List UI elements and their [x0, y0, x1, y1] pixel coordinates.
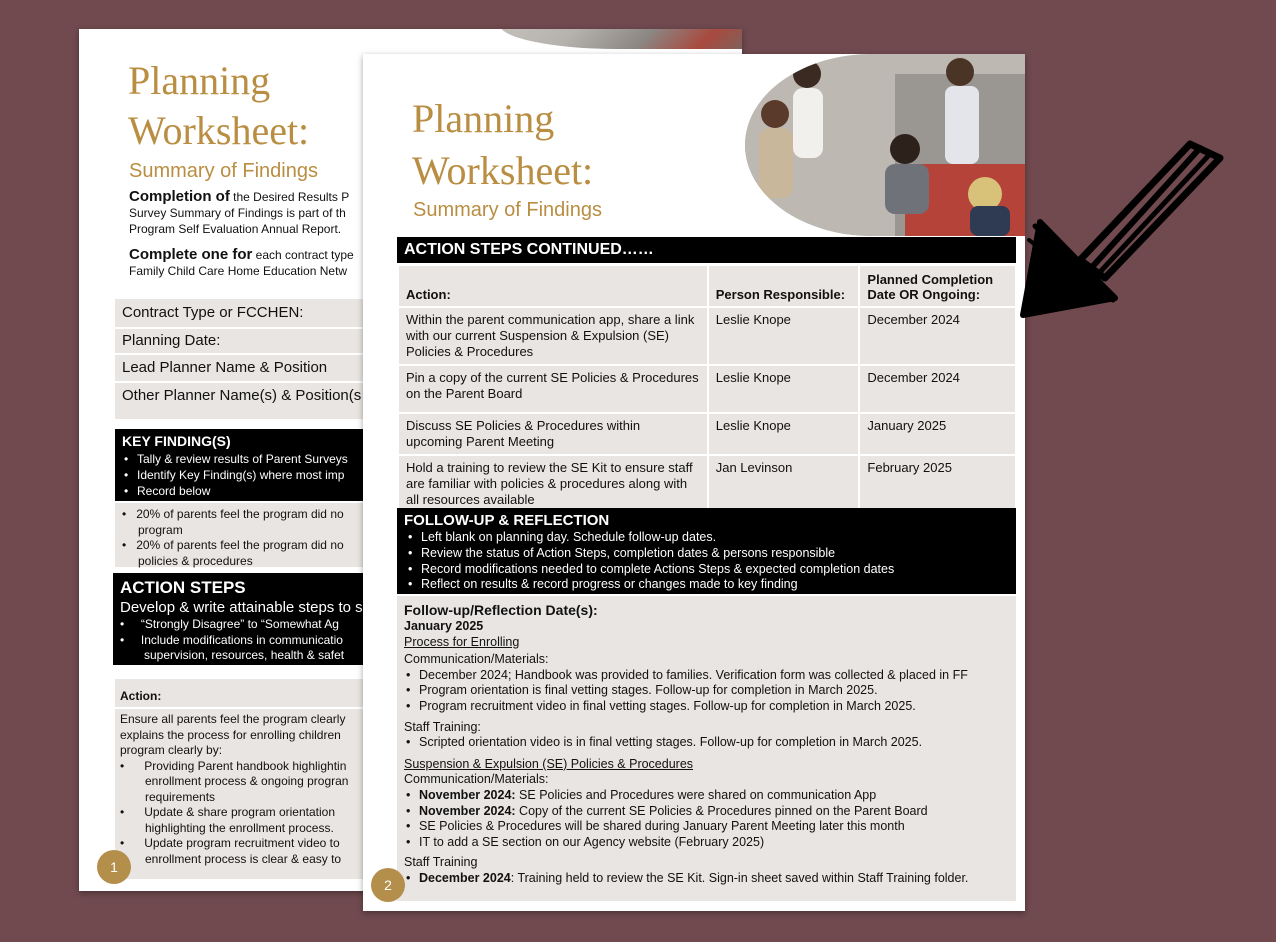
page-title-line1: Planning — [412, 96, 555, 141]
comm-label: Communication/Materials: — [404, 772, 549, 787]
action-item-cont: highlighting the enrollment process. — [145, 820, 334, 835]
staff-label: Staff Training: — [404, 719, 481, 734]
pointer-arrow-icon — [985, 130, 1235, 340]
enroll-item: • Program orientation is final vetting stages. Follow-up for completion in March 2025. — [419, 683, 1011, 699]
col-header-action: Action: — [398, 265, 708, 307]
action-cell[interactable]: Discuss SE Policies & Procedures within upcoming Parent Meeting — [398, 413, 708, 455]
action-label-cell — [115, 679, 375, 707]
worksheet-page-2 — [363, 54, 1025, 911]
date-cell[interactable]: December 2024 — [859, 365, 1016, 413]
reflection-date: January 2025 — [404, 619, 484, 633]
enroll-item: • Program recruitment video in final vetting stages. Follow-up for completion in March 2025. — [419, 699, 1011, 715]
table-row — [398, 455, 1016, 515]
date-cell[interactable]: January 2025 — [859, 413, 1016, 455]
date-cell[interactable]: December 2024 — [859, 307, 1016, 365]
complete-note: Complete one for each contract type Family Child Care Home Education Netw — [129, 246, 354, 278]
action-bullet-cont: supervision, resources, health & safet — [144, 648, 345, 662]
staff-label: Staff Training — [404, 855, 478, 870]
reflection-section — [397, 596, 1016, 901]
contract-type-field[interactable]: Contract Type or FCCHEN: — [115, 301, 375, 325]
page-subtitle: Summary of Findings — [413, 199, 602, 221]
other-planner-field[interactable]: Other Planner Name(s) & Position(s — [115, 381, 375, 407]
page-title-line1: Planning — [128, 58, 271, 103]
findings-list: • 20% of parents feel the program did no program • 20% of parents feel the program did no policies & procedures — [115, 503, 375, 567]
page-title-line2: Worksheet: — [412, 148, 594, 193]
page-number-badge: 1 — [97, 850, 131, 884]
staff-item: • Scripted orientation video is in final vetting stages. Follow-up for completion in March 2025. — [419, 735, 1011, 751]
se-item — [419, 788, 1011, 804]
staff-training-text: : Training held to review the SE Kit. Sign-in sheet saved within Staff Training folder. — [510, 870, 969, 885]
action-item-cont: requirements — [145, 789, 216, 804]
page-number-badge: 2 — [371, 868, 405, 902]
action-steps-heading: ACTION STEPS — [120, 578, 246, 597]
action-item: Update program recruitment video to — [144, 836, 340, 850]
finding-item-cont: program — [138, 522, 183, 537]
action-text: program clearly by: — [120, 743, 223, 757]
se-item-date: November 2024: — [419, 787, 516, 802]
follow-up-bullet: • Reflect on results & record progress or changes made to key finding — [421, 577, 894, 593]
se-item-date: November 2024: — [419, 803, 516, 818]
action-cell[interactable]: Within the parent communication app, share a link with our current Suspension & Expulsion (SE) Policies & Procedures — [398, 307, 708, 365]
action-text: explains the process for enrolling children — [120, 727, 341, 742]
key-bullet: • Identify Key Finding(s) where most imp — [137, 467, 348, 483]
col-header-person: Person Responsible: — [708, 265, 860, 307]
action-bullet: “Strongly Disagree” to “Somewhat Ag — [140, 617, 339, 631]
person-cell[interactable]: Leslie Knope — [708, 307, 860, 365]
action-text: Ensure all parents feel the program clearly — [120, 712, 346, 726]
planning-date-field[interactable]: Planning Date: — [115, 327, 375, 351]
se-item: • IT to add a SE section on our Agency website (February 2025) — [419, 835, 1011, 851]
action-steps-table — [397, 264, 1017, 516]
page-subtitle: Summary of Findings — [129, 160, 318, 182]
completion-note: Completion of the Desired Results P Survey Summary of Findings is part of th Program Self Evaluation Annual Report. — [129, 188, 350, 236]
follow-up-bullet: • Left blank on planning day. Schedule follow-up dates. — [421, 530, 894, 546]
action-cell[interactable]: Hold a training to review the SE Kit to ensure staff are familiar with policies & procedures along with all resources available — [398, 455, 708, 515]
se-item-text: Copy of the current SE Policies & Procedures pinned on the Parent Board — [515, 803, 928, 818]
date-cell[interactable]: February 2025 — [859, 455, 1016, 515]
action-item: Update & share program orientation — [144, 805, 335, 819]
action-steps-section: ACTION STEPS Develop & write attainable steps to s • “Strongly Disagree” to “Somewhat Ag • Include modifications in communicatio supervision, resources, health & safet — [113, 573, 375, 665]
person-cell[interactable]: Leslie Knope — [708, 365, 860, 413]
action-label: Action: — [120, 689, 162, 703]
action-item-cont: enrollment process & ongoing progran — [145, 774, 349, 788]
key-bullet: • Record below — [137, 483, 348, 499]
comm-label: Communication/Materials: — [404, 652, 549, 667]
team-photo-illustration — [745, 54, 1025, 236]
action-cell[interactable]: Pin a copy of the current SE Policies & Procedures on the Parent Board — [398, 365, 708, 413]
follow-up-bullet: • Review the status of Action Steps, completion dates & persons responsible — [421, 546, 894, 562]
staff-training-item — [419, 871, 1011, 887]
se-title: Suspension & Expulsion (SE) Policies & Procedures — [404, 756, 694, 771]
staff-training-date: December 2024 — [419, 870, 511, 885]
follow-up-heading: FOLLOW-UP & REFLECTION — [404, 512, 610, 529]
action-steps-sub: Develop & write attainable steps to s — [120, 599, 363, 616]
page-title-line2: Worksheet: — [128, 108, 310, 153]
action-item-cont: enrollment process is clear & easy to — [145, 851, 342, 866]
follow-up-bullet: • Record modifications needed to complete Actions Steps & expected completion dates — [421, 562, 894, 578]
action-steps-continued-heading: ACTION STEPS CONTINUED…… — [404, 241, 654, 258]
table-row — [398, 307, 1016, 365]
col-header-date: Planned Completion Date OR Ongoing: — [859, 265, 1016, 307]
key-findings-section — [115, 429, 375, 501]
table-header-row — [398, 265, 1016, 307]
follow-up-section — [397, 508, 1016, 594]
person-cell[interactable]: Jan Levinson — [708, 455, 860, 515]
action-steps-continued-section — [397, 237, 1016, 263]
enroll-item: • December 2024; Handbook was provided to families. Verification form was collected & placed in FF — [419, 668, 1011, 684]
finding-item-cont: policies & procedures — [138, 553, 253, 568]
person-cell[interactable]: Leslie Knope — [708, 413, 860, 455]
planning-fields — [115, 299, 375, 419]
se-item — [419, 804, 1011, 820]
action-text-cell: Ensure all parents feel the program clearly explains the process for enrolling children program clearly by: • Providing Parent handbook highlightin enrollment process & ongoing progran requirements • Update & share program orientation highlighting the enrollment process. • Update program recruitment video to enrollment process is clear & easy to — [115, 709, 375, 879]
table-row — [398, 413, 1016, 455]
action-bullet: Include modifications in communicatio — [140, 632, 343, 647]
action-item: Providing Parent handbook highlightin — [144, 758, 347, 773]
enroll-title: Process for Enrolling — [404, 634, 520, 649]
table-row — [398, 365, 1016, 413]
finding-item: 20% of parents feel the program did no — [136, 507, 344, 521]
se-item-text: SE Policies and Procedures were shared on communication App — [515, 787, 877, 802]
lead-planner-field[interactable]: Lead Planner Name & Position — [115, 353, 375, 379]
reflection-title: Follow-up/Reflection Date(s): — [404, 602, 598, 618]
finding-item: 20% of parents feel the program did no — [136, 538, 344, 552]
team-photo — [499, 29, 742, 49]
se-item: • SE Policies & Procedures will be shared during January Parent Meeting later this month — [419, 819, 1011, 835]
team-photo — [745, 54, 1025, 236]
key-bullet: • Tally & review results of Parent Surveys — [137, 451, 348, 467]
key-findings-heading: KEY FINDING(S) — [122, 433, 231, 449]
